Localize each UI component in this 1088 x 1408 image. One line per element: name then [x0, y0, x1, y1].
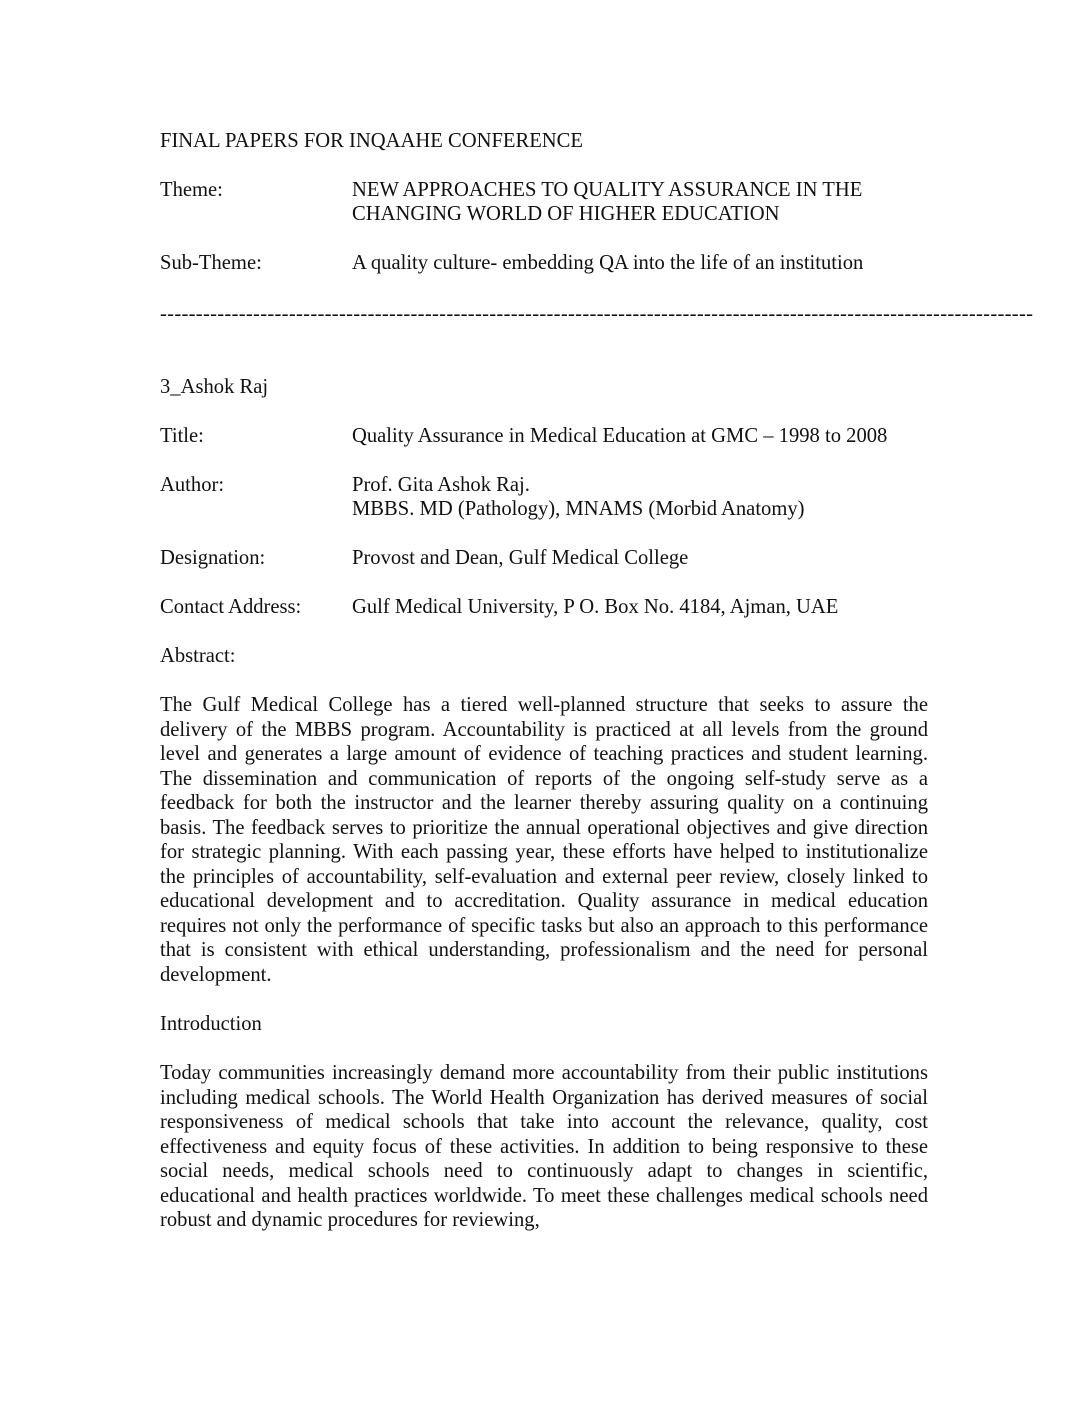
introduction-heading: Introduction — [160, 1013, 262, 1035]
introduction-paragraph: Today communities increasingly demand more accountability from their public institutions including medical schools. The World Health Organization has derived measures of social responsiveness of medical schools that take into account the relevance, quality, cost effectiveness and equity focus of these activities. In addition to being responsive to these social needs, medical schools need to continuously adapt to changes in scientific, educational and health practices worldwide. To meet these challenges medical schools need robust and dynamic procedures for reviewing, — [160, 1062, 928, 1231]
abstract-paragraph: The Gulf Medical College has a tiered well-planned structure that seeks to assure the delivery of the MBBS program. Accountability is practiced at all levels from the ground level and generates a large amount of evidence of teaching practices and student learning. The dissemination and communication of reports of the ongoing self-study serve as a feedback for both the instructor and the learner thereby assuring quality on a continuing basis. The feedback serves to prioritize the annual operational objectives and give direction for strategic planning. With each passing year, these efforts have helped to institutionalize the principles of accountability, self-evaluation and external peer review, closely linked to educational development and to accreditation. Quality assurance in medical education requires not only the performance of specific tasks but also an approach to this performance that is consistent with ethical understanding, professionalism and the need for personal development. — [160, 694, 928, 986]
abstract-heading: Abstract: — [160, 645, 236, 667]
author-label: Author: — [160, 474, 225, 496]
author-credentials: MBBS. MD (Pathology), MNAMS (Morbid Anatomy) — [352, 498, 805, 520]
title-value: Quality Assurance in Medical Education at GMC – 1998 to 2008 — [352, 425, 888, 447]
subtheme-label: Sub-Theme: — [160, 252, 262, 274]
author-name: Prof. Gita Ashok Raj. — [352, 474, 530, 496]
conference-title: FINAL PAPERS FOR INQAAHE CONFERENCE — [160, 130, 583, 152]
title-label: Title: — [160, 425, 204, 447]
theme-value-line-1: NEW APPROACHES TO QUALITY ASSURANCE IN THE — [352, 179, 863, 201]
designation-value: Provost and Dean, Gulf Medical College — [352, 547, 689, 569]
contact-value: Gulf Medical University, P O. Box No. 4184, Ajman, UAE — [352, 596, 839, 618]
contact-label: Contact Address: — [160, 596, 302, 618]
dashed-divider: -------------------------------------------------------------------------------------------------------------------------- — [160, 303, 1034, 325]
designation-label: Designation: — [160, 547, 266, 569]
paper-id: 3_Ashok Raj — [160, 376, 269, 398]
theme-label: Theme: — [160, 179, 223, 201]
subtheme-value: A quality culture- embedding QA into the life of an institution — [352, 252, 864, 274]
theme-value-line-2: CHANGING WORLD OF HIGHER EDUCATION — [352, 203, 780, 225]
